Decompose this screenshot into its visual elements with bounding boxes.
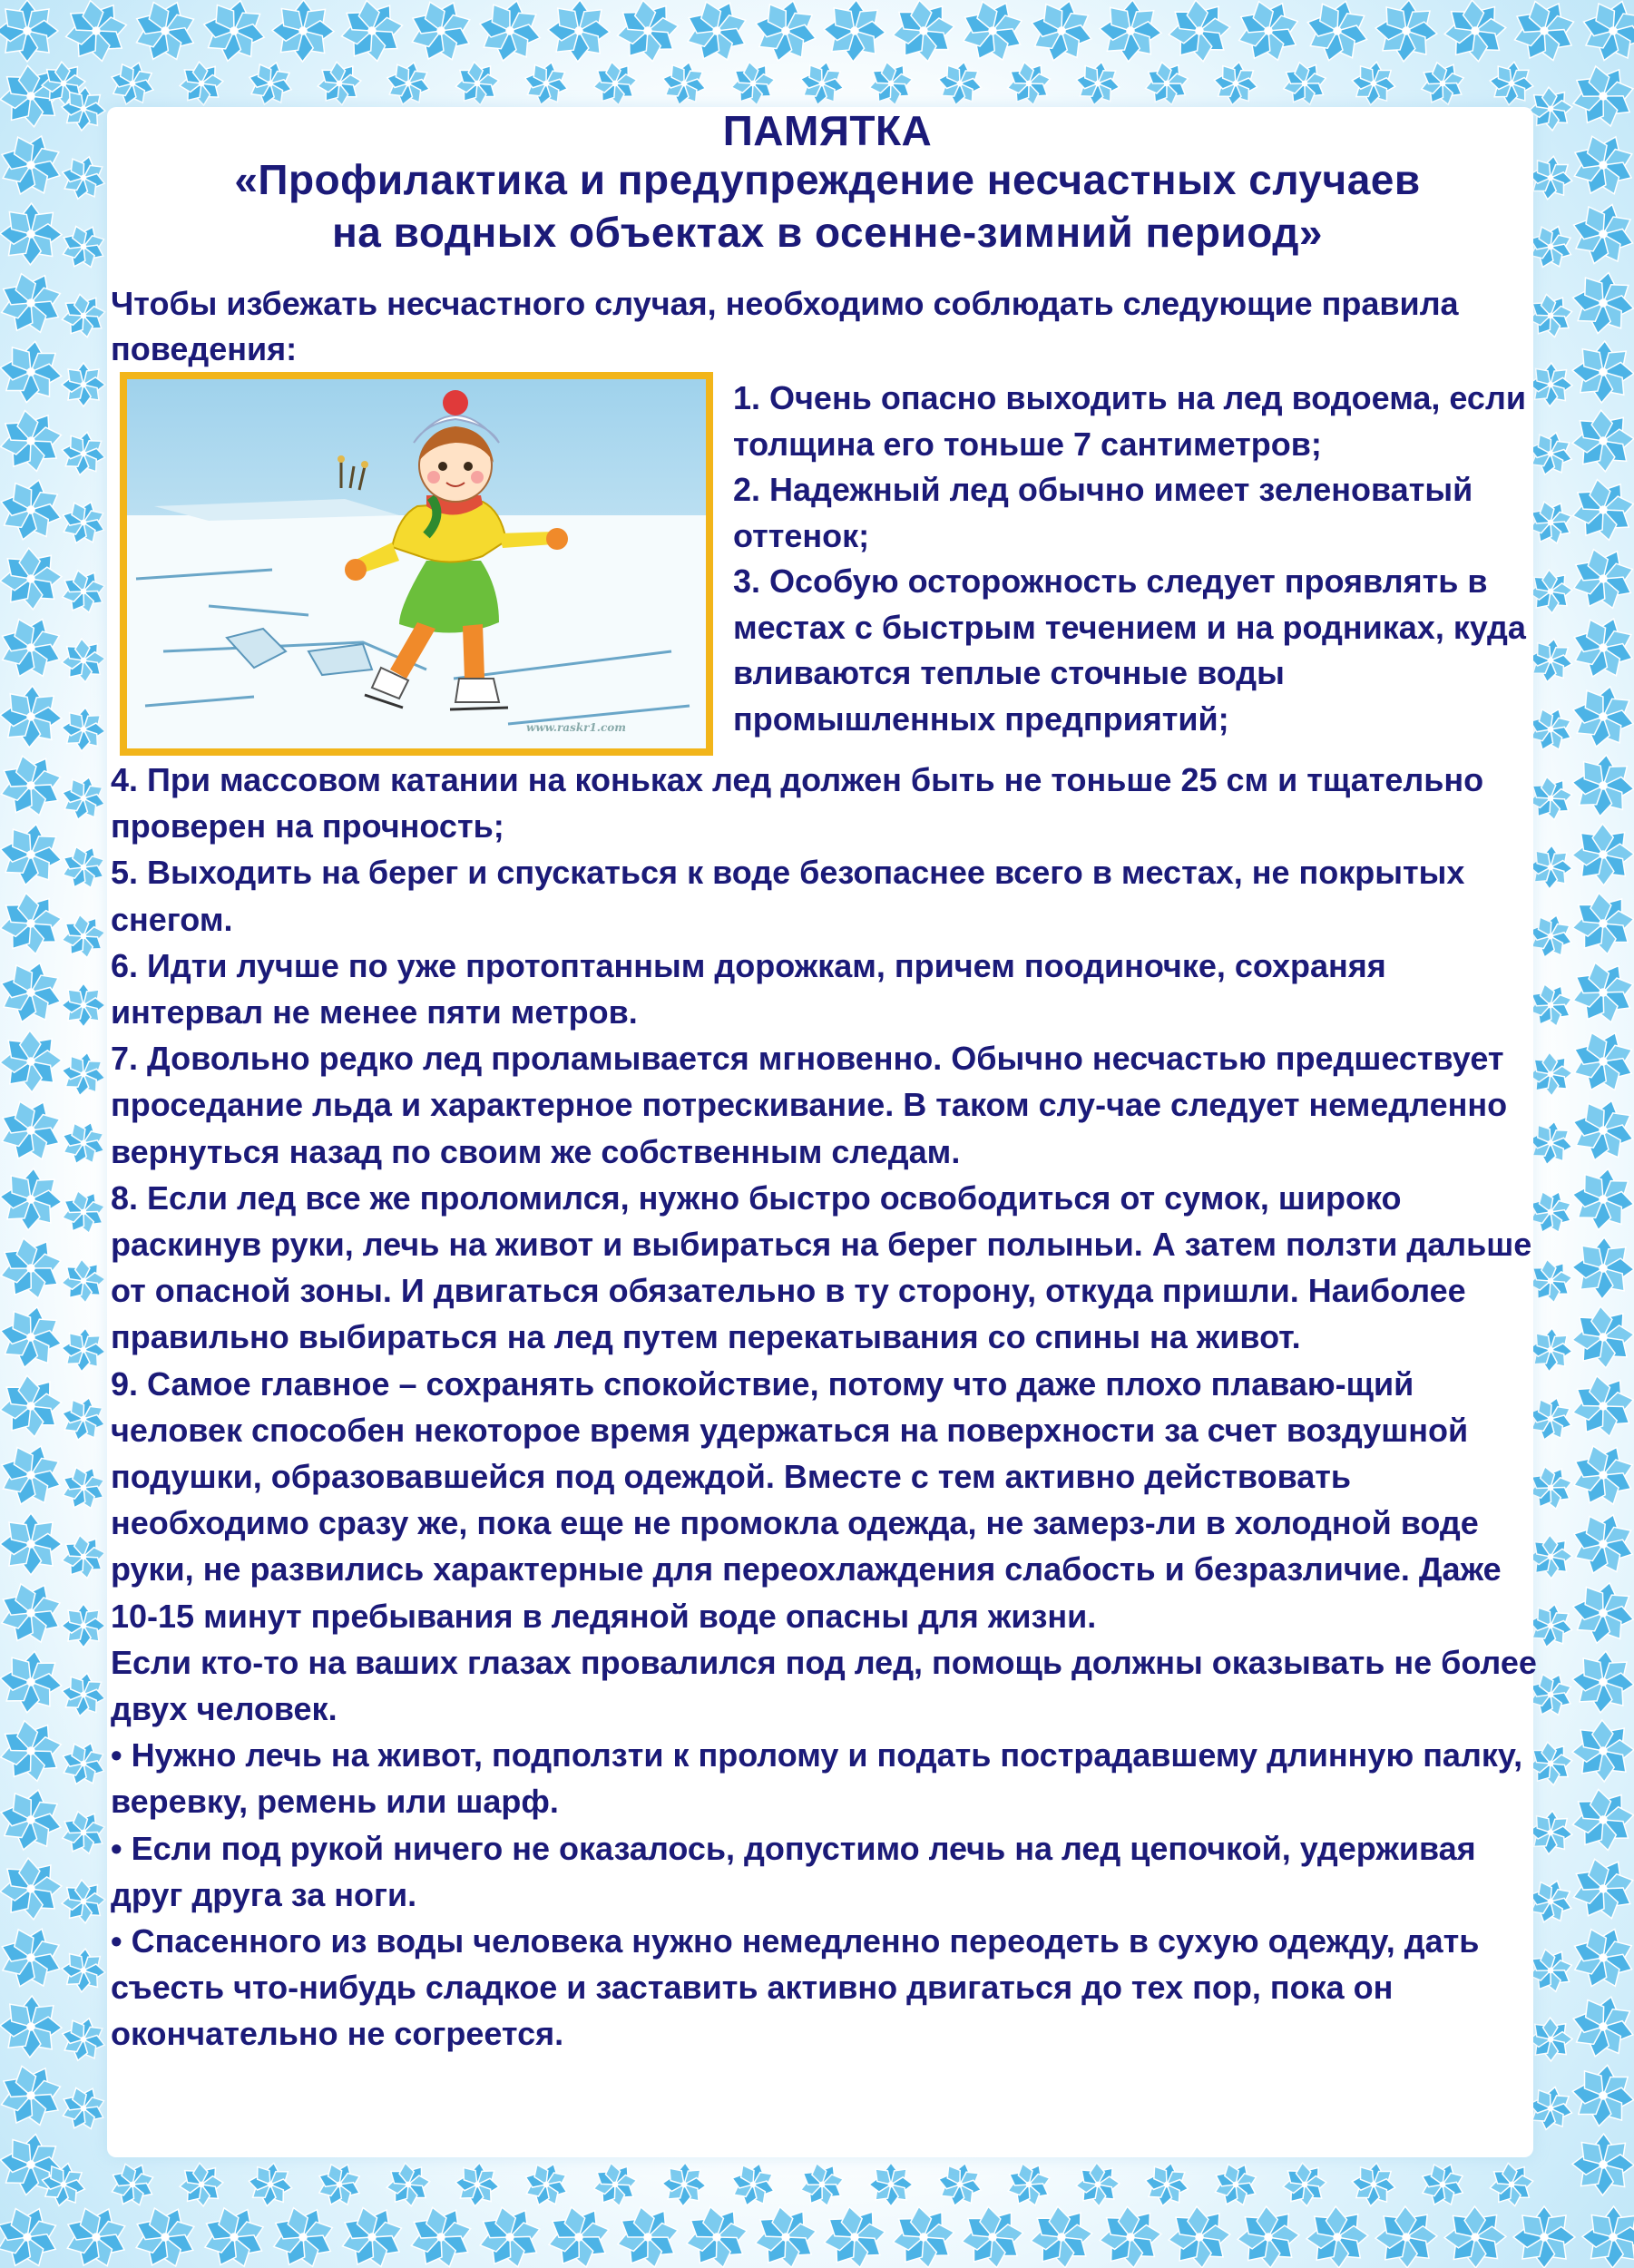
snowflake-icon bbox=[0, 881, 73, 967]
snowflake-icon bbox=[1571, 2133, 1634, 2195]
snowflake-icon bbox=[308, 53, 369, 113]
rule-beside-image-3: 3. Особую осторожность следует проявлять в местах с быстрым течением и на родниках, куда вливаются теплые сточные воды промышленных предприятий; bbox=[733, 562, 1526, 738]
snowflake-icon bbox=[1575, 0, 1634, 69]
snowflake-icon bbox=[54, 562, 113, 621]
snowflake-icon bbox=[1570, 1648, 1634, 1716]
snowflake-icon bbox=[1560, 1294, 1634, 1381]
snowflake-icon bbox=[0, 2196, 68, 2268]
snowflake-icon bbox=[57, 772, 111, 826]
rule-paragraph-2: 5. Выходить на берег и спускаться к воде безопаснее всего в местах, не покрытых снегом. bbox=[111, 854, 1465, 938]
snowflake-icon bbox=[797, 58, 848, 110]
snowflake-icon bbox=[1568, 1164, 1634, 1235]
snowflake-icon bbox=[1413, 54, 1473, 113]
snowflake-icon bbox=[1513, 2206, 1575, 2268]
snowflake-icon bbox=[0, 608, 71, 689]
snowflake-icon bbox=[1502, 0, 1586, 73]
snowflake-icon bbox=[0, 744, 73, 827]
snowflake-icon bbox=[723, 54, 784, 114]
snowflake-icon bbox=[62, 1604, 105, 1647]
snowflake-icon bbox=[1562, 1434, 1634, 1517]
snowflake-icon bbox=[468, 2195, 553, 2268]
snowflake-icon bbox=[743, 2195, 828, 2268]
snowflake-icon bbox=[0, 472, 69, 547]
snowflake-icon bbox=[1569, 2061, 1634, 2131]
snowflake-icon bbox=[58, 428, 109, 479]
snowflake-icon bbox=[952, 0, 1034, 72]
snowflake-icon bbox=[62, 363, 105, 406]
snowflake-icon bbox=[330, 2195, 414, 2268]
snowflake-icon bbox=[1564, 1505, 1634, 1583]
snowflake-icon bbox=[0, 1918, 71, 1998]
snowflake-icon bbox=[60, 706, 107, 753]
snowflake-icon bbox=[1565, 1989, 1634, 2064]
snowflake-icon bbox=[1023, 0, 1099, 69]
snowflake-icon bbox=[382, 57, 435, 111]
snowflake-icon bbox=[1563, 608, 1634, 687]
snowflake-icon bbox=[54, 1527, 114, 1588]
snowflake-icon bbox=[0, 1301, 67, 1374]
snowflake-icon bbox=[198, 0, 271, 67]
snowflake-icon bbox=[60, 1947, 107, 1994]
snowflake-icon bbox=[0, 819, 66, 891]
snowflake-icon bbox=[329, 0, 416, 73]
snowflake-icon bbox=[1571, 1237, 1634, 1300]
snowflake-icon bbox=[0, 337, 65, 407]
snowflake-icon bbox=[400, 0, 482, 72]
snowflake-icon bbox=[0, 1845, 74, 1932]
snowflake-icon bbox=[0, 398, 73, 484]
snowflake-icon bbox=[261, 2195, 344, 2268]
snowflake-icon bbox=[1349, 59, 1398, 108]
snowflake-icon bbox=[54, 1182, 113, 1242]
snowflake-icon bbox=[0, 1513, 62, 1575]
snowflake-icon bbox=[1560, 880, 1634, 966]
rule-paragraph-6: 9. Самое главное – сохранять спокойствие, потому что даже плохо плаваю-щий человек способен некоторое время удержаться на поверхности за счет воздушной подушки, образовавшейся под одеждой. Вместе с тем активно действовать необходимо сразу же, пока еще не промокла одежда, не замерз-ли в холодной воде руки, не развились характерные для переохлаждения слабость и безразличие. Даже 10-15 минут пребывания в ледяной воде опасны для жизни. bbox=[111, 1364, 1502, 1635]
snowflake-icon bbox=[861, 54, 922, 114]
snowflake-icon bbox=[547, 0, 611, 63]
rule-paragraph-7: Если кто-то на ваших глазах провалился под лед, помощь должны оказывать не более двух человек. bbox=[111, 1643, 1537, 1728]
snowflake-icon bbox=[1275, 54, 1335, 113]
snowflake-icon bbox=[1561, 54, 1634, 138]
snowflake-icon bbox=[1562, 1021, 1634, 1101]
snowflake-icon bbox=[58, 1669, 109, 1720]
snowflake-icon bbox=[1560, 811, 1634, 898]
snowflake-icon bbox=[934, 58, 985, 109]
snowflake-icon bbox=[1018, 2194, 1104, 2268]
snowflake-icon bbox=[1156, 2194, 1243, 2268]
memo-title: ПАМЯТКА bbox=[722, 107, 933, 154]
snowflake-icon bbox=[0, 261, 73, 344]
snowflake-icon bbox=[53, 1250, 114, 1312]
snowflake-icon bbox=[0, 954, 69, 1031]
snowflake-icon bbox=[1137, 54, 1197, 113]
snowflake-icon bbox=[58, 1049, 109, 1100]
snowflake-icon bbox=[0, 535, 74, 622]
snowflake-icon bbox=[1363, 2194, 1450, 2268]
snowflake-icon bbox=[1570, 339, 1634, 404]
snowflake-icon bbox=[54, 1459, 113, 1517]
rule-paragraph-5: 8. Если лед все же проломился, нужно быстро освободиться от сумок, широко раскинув руки, лечь на живот и выбираться на берег полыньи. А затем ползти дальше от опасной зоны. И двигаться обязательно в ту сторону, откуда пришли. Наиболее правильно выбираться на лед путем перекатывания со спины на живот. bbox=[111, 1178, 1532, 1356]
snowflake-icon bbox=[1561, 537, 1634, 620]
intro-text: Чтобы избежать несчастного случая, необходимо соблюдать следующие правила поведения: bbox=[111, 285, 1459, 367]
snowflake-icon bbox=[53, 1871, 114, 1932]
girl-skating-illustration-icon bbox=[120, 372, 713, 756]
snowflake-icon bbox=[0, 202, 63, 265]
snowflake-icon bbox=[1211, 59, 1261, 109]
snowflake-icon bbox=[1487, 59, 1535, 107]
snowflake-icon bbox=[0, 1166, 64, 1233]
snowflake-icon bbox=[1373, 0, 1440, 64]
snowflake-icon bbox=[55, 1735, 112, 1792]
snowflake-icon bbox=[1566, 679, 1634, 754]
rules-beside-image bbox=[733, 376, 1550, 742]
snowflake-icon bbox=[1570, 752, 1634, 820]
snowflake-icon bbox=[949, 2194, 1035, 2268]
snowflake-icon bbox=[60, 1326, 107, 1374]
snowflake-icon bbox=[0, 1363, 74, 1449]
snowflake-icon bbox=[271, 0, 334, 63]
snowflake-icon bbox=[1567, 1577, 1634, 1650]
snowflake-icon bbox=[57, 1393, 111, 1446]
snowflake-icon bbox=[0, 1783, 68, 1857]
rule-paragraph-1: 4. При массовом катании на коньках лед должен быть не тоньше 25 см и тщательно проверен на прочность; bbox=[111, 761, 1484, 846]
snowflake-icon bbox=[584, 53, 645, 113]
rule-paragraph-10: • Спасенного из воды человека нужно немедленно переодеть в сухую одежду, дать съесть что-нибудь сладкое и заставить активно двигаться до тех пор, пока он окончательно не согреется. bbox=[111, 1922, 1480, 2053]
snowflake-icon bbox=[55, 1115, 112, 1171]
memo-content bbox=[111, 107, 1544, 2175]
snowflake-icon bbox=[1560, 397, 1634, 484]
snowflake-icon bbox=[243, 56, 297, 110]
snowflake-icon bbox=[536, 2195, 621, 2268]
snowflake-icon bbox=[54, 286, 114, 347]
snowflake-icon bbox=[54, 906, 114, 967]
rule-paragraph-4: 7. Довольно редко лед проламывается мгновенно. Обычно несчастью предшествует проседание льда и характерное потрескивание. В таком слу-чае следует немедленно вернуться назад по своим же собственным следам. bbox=[111, 1040, 1508, 1170]
snowflake-icon bbox=[0, 1226, 73, 1310]
snowflake-icon bbox=[55, 2196, 137, 2268]
snowflake-icon bbox=[749, 0, 823, 68]
snowflake-icon bbox=[54, 2079, 113, 2137]
snowflake-icon bbox=[1561, 1364, 1634, 1449]
snowflake-icon bbox=[53, 630, 114, 691]
snowflake-icon bbox=[1565, 1092, 1634, 1168]
snowflake-icon bbox=[124, 2196, 206, 2268]
snowflake-icon bbox=[0, 1090, 72, 1171]
snowflake-icon bbox=[57, 2013, 111, 2067]
snowflake-icon bbox=[473, 0, 547, 68]
snowflake-icon bbox=[54, 0, 139, 73]
snowflake-icon bbox=[658, 57, 710, 110]
snowflake-icon bbox=[812, 2195, 898, 2268]
snowflake-icon bbox=[0, 684, 64, 748]
snowflake-icon bbox=[0, 125, 71, 204]
snowflake-icon bbox=[1432, 0, 1519, 74]
memo-subtitle-line-1: «Профилактика и предупреждение несчастных случаев bbox=[234, 156, 1421, 203]
snowflake-icon bbox=[57, 152, 111, 205]
snowflake-icon bbox=[676, 0, 758, 72]
snowflake-icon bbox=[54, 218, 113, 276]
snowflake-icon bbox=[105, 56, 160, 111]
snowflake-icon bbox=[1561, 467, 1634, 552]
snowflake-icon bbox=[1225, 2194, 1312, 2268]
snowflake-icon bbox=[1098, 0, 1164, 64]
snowflake-icon bbox=[0, 1018, 74, 1105]
snowflake-icon bbox=[0, 1572, 72, 1655]
snowflake-icon bbox=[446, 53, 507, 113]
illustration-watermark: www.raskr1.com bbox=[526, 721, 626, 734]
memo-subtitle-line-2: на водных объектах в осенне-зимний период» bbox=[332, 209, 1323, 256]
snowflake-icon bbox=[1156, 0, 1242, 74]
rules-main-list bbox=[111, 757, 1544, 2058]
snowflake-icon bbox=[1561, 1777, 1634, 1863]
rule-beside-image-1: 1. Очень опасно выходить на лед водоема, если толщина его тоньше 7 сантиметров; bbox=[733, 379, 1526, 463]
rule-beside-image-2: 2. Надежный лед обычно имеет зеленоватый оттенок; bbox=[733, 471, 1473, 554]
snowflake-icon bbox=[1561, 951, 1634, 1035]
snowflake-icon bbox=[0, 1995, 63, 2058]
snowflake-icon bbox=[0, 2054, 73, 2137]
rule-paragraph-9: • Если под рукой ничего не оказалось, допустимо лечь на лед цепочкой, удерживая друг друга за ноги. bbox=[111, 1829, 1476, 1913]
snowflake-icon bbox=[1560, 1707, 1634, 1794]
rule-paragraph-8: • Нужно лечь на живот, подползти к пролому и подать пострадавшему длинную палку, веревку, ремень или шарф. bbox=[111, 1736, 1523, 1821]
snowflake-icon bbox=[1568, 268, 1634, 339]
snowflake-icon bbox=[193, 2196, 276, 2268]
snowflake-icon bbox=[1563, 1918, 1634, 1999]
snowflake-icon bbox=[1299, 0, 1375, 69]
snowflake-icon bbox=[0, 1436, 70, 1514]
snowflake-icon bbox=[880, 0, 966, 74]
snowflake-icon bbox=[1561, 1847, 1634, 1931]
snowflake-icon bbox=[1565, 196, 1634, 273]
snowflake-icon bbox=[822, 0, 886, 64]
snowflake-icon bbox=[0, 1647, 65, 1716]
snowflake-icon bbox=[54, 1803, 113, 1862]
snowflake-icon bbox=[1072, 58, 1123, 109]
snowflake-icon bbox=[55, 494, 112, 551]
snowflake-icon bbox=[999, 54, 1059, 113]
snowflake-icon bbox=[124, 0, 205, 72]
snowflake-icon bbox=[1562, 124, 1634, 206]
snowflake-icon bbox=[0, 0, 58, 62]
snowflake-icon bbox=[605, 0, 691, 73]
snowflake-icon bbox=[171, 53, 232, 114]
snowflake-icon bbox=[520, 57, 572, 110]
snowflake-icon bbox=[0, 1708, 73, 1794]
snowflake-icon bbox=[54, 838, 113, 896]
snowflake-icon bbox=[1432, 2194, 1519, 2268]
snowflake-icon bbox=[1581, 2205, 1634, 2268]
snowflake-icon bbox=[62, 983, 105, 1027]
rule-paragraph-3: 6. Идти лучше по уже протоптанным дорожкам, причем поодиночке, сохраняя интервал не менее пяти метров. bbox=[111, 946, 1386, 1031]
